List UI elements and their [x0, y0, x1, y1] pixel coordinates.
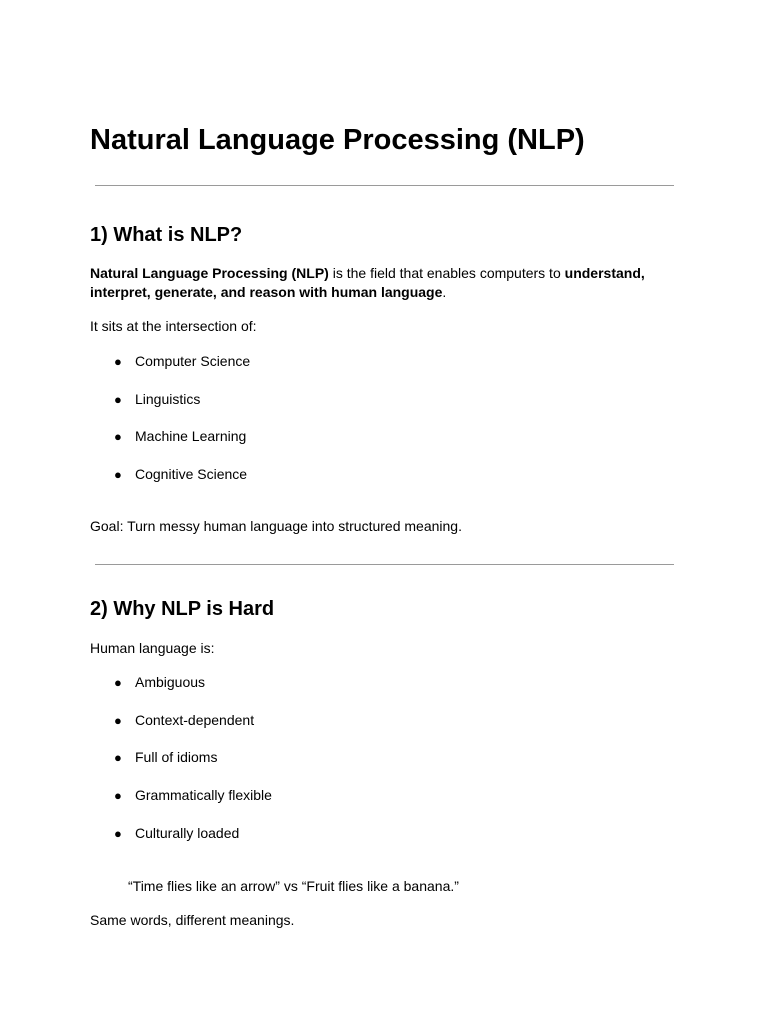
- list-item-text: Ambiguous: [135, 674, 206, 690]
- conclusion-text: Same words, different meanings.: [90, 912, 295, 928]
- list-item: [0, 352, 768, 390]
- intro-emphasis: understand, interpret, generate, and reason with human language: [90, 265, 645, 300]
- list-item-text: Linguistics: [135, 390, 201, 407]
- list-item: [0, 390, 768, 428]
- list-item: [0, 711, 768, 749]
- intersection-text: It sits at the intersection of:: [90, 318, 257, 334]
- divider: [95, 185, 674, 186]
- intro-middle: is the field that enables computers to: [328, 265, 565, 281]
- list-item: [0, 786, 768, 824]
- example-quote: “Time flies like an arrow” vs “Fruit flies like a banana.”: [128, 878, 459, 894]
- list-item-text: Machine Learning: [135, 428, 247, 445]
- hardness-list: [0, 673, 768, 861]
- list-item: [0, 465, 768, 503]
- bullet-icon: ●: [114, 429, 122, 445]
- bullet-icon: ●: [114, 788, 122, 804]
- bullet-icon: ●: [114, 467, 122, 483]
- bullet-icon: ●: [114, 712, 122, 728]
- list-item: [0, 427, 768, 465]
- intro-paragraph: [90, 264, 680, 302]
- bullet-icon: ●: [114, 354, 122, 369]
- section-heading-what-is-nlp: 1) What is NLP?: [90, 224, 243, 246]
- lead-text: Human language is:: [90, 640, 215, 656]
- bullet-icon: ●: [114, 675, 122, 690]
- list-item: [0, 748, 768, 786]
- list-item-text: Full of idioms: [135, 749, 218, 766]
- section-heading-why-nlp-is-hard: 2) Why NLP is Hard: [90, 598, 275, 620]
- list-item-text: Cognitive Science: [135, 466, 248, 483]
- list-item-text: Context-dependent: [135, 711, 255, 728]
- page-title: Natural Language Processing (NLP): [90, 124, 585, 156]
- list-item-text: Computer Science: [135, 353, 251, 369]
- intersection-list: [0, 352, 768, 503]
- bullet-icon: ●: [114, 825, 122, 841]
- bullet-icon: ●: [114, 391, 122, 407]
- bullet-icon: ●: [114, 750, 122, 766]
- divider: [95, 564, 674, 565]
- intro-term: Natural Language Processing (NLP): [90, 265, 329, 281]
- intro-end: .: [442, 284, 447, 300]
- list-item: [0, 824, 768, 862]
- goal-text: Goal: Turn messy human language into structured meaning.: [90, 518, 462, 534]
- list-item: [0, 673, 768, 711]
- list-item-text: Culturally loaded: [135, 824, 240, 841]
- list-item-text: Grammatically flexible: [135, 787, 272, 804]
